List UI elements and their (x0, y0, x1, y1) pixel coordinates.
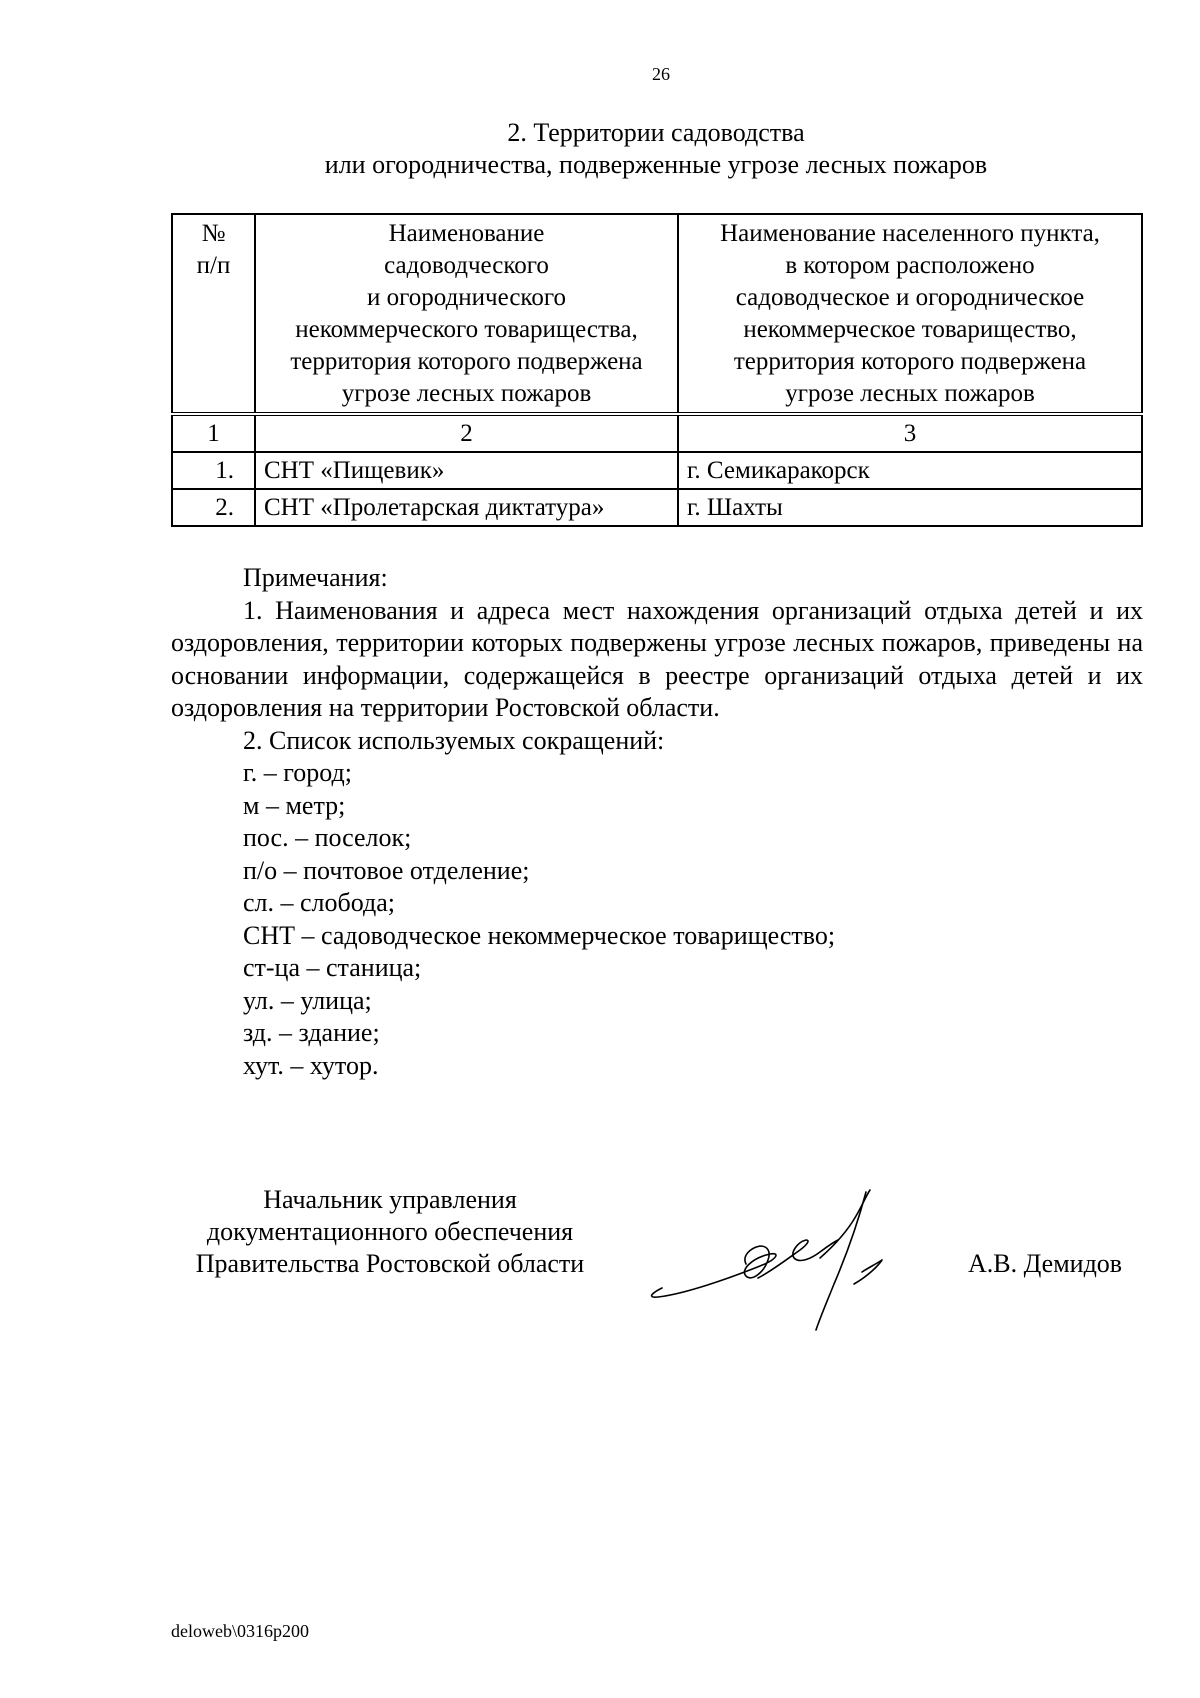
column-number: 2 (255, 414, 678, 452)
page-number: 26 (652, 64, 670, 84)
signer-name: А.В. Демидов (968, 1249, 1123, 1278)
title-line-1: 2. Территории садоводства (507, 118, 805, 147)
list-item: ст-ца – станица; (243, 953, 422, 982)
list-item: СНТ – садоводческое некоммерческое товарищество; (243, 920, 836, 950)
table-header-row (172, 214, 1142, 414)
note-2-heading: 2. Список используемых сокращений: (243, 725, 665, 755)
document-code: deloweb\0316p200 (171, 1621, 309, 1641)
partnership-name: СНТ «Пролетарская диктатура» (255, 489, 678, 526)
header-partnership-name: Наименование садоводческого и огороднического некоммерческого товарищества, территория которого подвержена угрозе лесных пожаров (255, 214, 678, 414)
list-item: пос. – поселок; (243, 823, 412, 852)
list-item: п/о – почтовое отделение; (243, 855, 530, 885)
list-item: м – метр; (243, 790, 346, 820)
list-item: зд. – здание; (243, 1018, 380, 1047)
notes-heading: Примечания: (243, 563, 388, 592)
header-number: № п/п (172, 214, 255, 414)
list-item: сл. – слобода; (243, 888, 396, 917)
position-line-3: Правительства Ростовской области (195, 1249, 585, 1278)
title-line-2: или огородничества, подверженные угрозе лесных пожаров (324, 150, 988, 179)
list-item: г. – город; (243, 758, 352, 787)
abbreviations-list (171, 757, 1143, 1082)
territories-table (171, 213, 1143, 527)
note-1: 1. Наименования и адреса мест нахождения организаций отдыха детей и их оздоровления, территории которых подвержены угрозе лесных пожаров, приведены на основании информации, содержащейся в реестре организаций отдыха детей и их оздоровления на территории Ростовской области. (171, 595, 1143, 722)
document-title (170, 117, 1142, 181)
column-number: 3 (678, 414, 1142, 452)
row-number: 1. (172, 452, 255, 489)
list-item: ул. – улица; (243, 985, 372, 1015)
locality-name: г. Шахты (678, 489, 1142, 526)
table-row (172, 489, 1142, 526)
column-number: 1 (172, 414, 255, 452)
list-item: хут. – хутор. (243, 1050, 379, 1080)
position-line-1: Начальник управления (263, 1185, 517, 1214)
table-row (172, 452, 1142, 489)
handwritten-signature (640, 1160, 940, 1340)
signer-position (170, 1184, 610, 1280)
column-number-row (172, 414, 1142, 452)
partnership-name: СНТ «Пищевик» (255, 452, 678, 489)
notes-section (171, 562, 1143, 1082)
locality-name: г. Семикаракорск (678, 452, 1142, 489)
position-line-2: документационного обеспечения (206, 1217, 574, 1246)
row-number: 2. (172, 489, 255, 526)
header-locality: Наименование населенного пункта, в котором расположено садоводческое и огородническое некоммерческое товарищество, территория которого подвержена угрозе лесных пожаров (678, 214, 1142, 414)
